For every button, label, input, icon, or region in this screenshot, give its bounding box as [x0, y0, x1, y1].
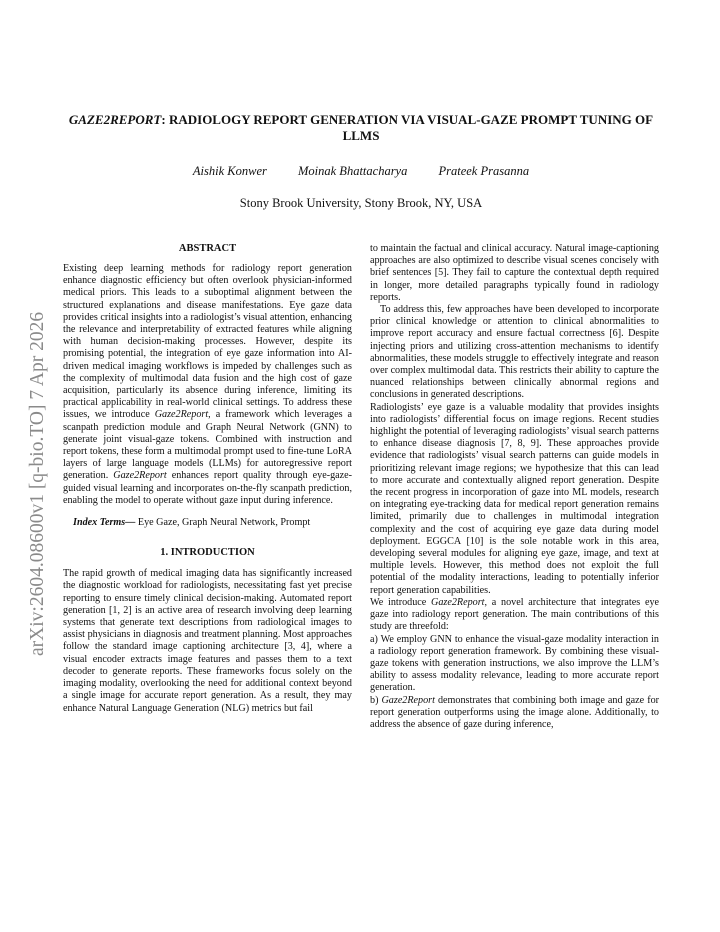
index-terms-text: Eye Gaze, Graph Neural Network, Prompt [135, 517, 311, 529]
abstract-heading: ABSTRACT [178, 243, 237, 254]
introduction-paragraph: Radiologists’ eye gaze is a valuable modality that provides insights into radiologists’ differential focus on image regions. Recent studies highlight the potential of leveraging radiologists’ visual search patterns to enhance disease diagnosis [7, 8, 9]. These approaches provide evidence that radiologists’ visual search patterns can guide models in prioritizing relevant image regions; we hypothesize that this can lead to more accurate and contextually aligned report generation. Despite the recent progress in incorporation of gaze into ML models, research on integrating eye-tracking data for medical report generation remains limited, primarily due to challenges in multimodal integration complexity and the cost of acquiring eye gaze data during model deployment. EGGCA [10] is the sole notable work in this area, developing several modules for aligning eye gaze, image, and text at multiple levels. However, this method does not exploit the full potential of the modality interactions, leading to potentially inferior report generation capabilities. [370, 401, 659, 596]
introduction-paragraph [370, 597, 659, 634]
introduction-heading: 1. INTRODUCTION [160, 547, 255, 559]
left-column [63, 243, 352, 715]
model-name: Gaze2Report [431, 596, 485, 608]
text-part: We introduce [370, 596, 432, 608]
text-part: , a novel architecture that integrates eye gaze into radiology report generation. The main contributions of this study are threefold: [370, 596, 659, 633]
contribution-item [370, 695, 659, 732]
author-name: Aishik Konwer [192, 164, 267, 178]
introduction-paragraph: To address this, few approaches have been developed to incorporate prior clinical knowledge or attention to clinical abnormalities to improve report accuracy and ensure factual correctness [6]. Despite injecting priors and utilizing cross-attention mechanisms to identify abnormalities, these models struggle to effectively integrate and reason over complex multimodal data. This restricts their ability to capture the nuanced relationships between clinically abnormal regions and conclusions in generated descriptions. [370, 304, 659, 401]
right-column [370, 243, 659, 731]
introduction-paragraph: The rapid growth of medical imaging data has significantly increased the diagnostic workload for radiologists, necessitating fast yet precise reporting to ensure timely clinical decision-making. Automated report generation [1, 2] is an active area of research involving deep learning systems that generate text descriptions from radiological images to assist physicians in diagnosis and treatment planning. Most approaches follow the standard image captioning architecture [3, 4], where a visual encoder extracts image features and passes them to a text decoder to generate reports. These frameworks focus solely on the imaging modality, overlooking the need for additional context beyond a single image for accurate report generation. As a result, they may enhance Natural Language Generation (NLG) metrics but fail [63, 568, 352, 714]
model-name: Gaze2Report [381, 694, 435, 706]
contribution-item: a) We employ GNN to enhance the visual-gaze modality interaction in a radiology report generation framework. By combining these visual-gaze tokens with generation instructions, we also improve the LLM’s ability to assess modality relevance, leading to more accurate report generation. [370, 633, 659, 694]
abstract-text-part: Existing deep learning methods for radiology report generation enhance diagnostic efficiency but often overlook physician-informed medical priors. This leads to a suboptimal alignment between the structured explanations and disease manifestations. Eye gaze data provides critical insights into a radiologist’s visual attention, enhancing the relevance and interpretability of extracted features while aligning with human decision-making processes. However, despite its promising potential, the integration of eye gaze information into AI-driven medical imaging workflows is impeded by challenges such as the complexity of multimodal data fusion and the high cost of gaze acquisition, particularly its absence during inference, limiting its practical applicability in real-world clinical settings. To address these issues, we introduce [63, 263, 352, 421]
text-part: demonstrates that combining both image and gaze for report generation outperforms using the image alone. Additionally, to address the absence of gaze during inference, [370, 694, 660, 730]
introduction-paragraph: to maintain the factual and clinical accuracy. Natural image-captioning approaches are also optimized to describe visual scenes concisely with brief sentences [5]. They fail to capture the contextual depth required in longer, more detailed paragraphs typically found in radiology reports. [370, 243, 659, 303]
affiliation: Stony Brook University, Stony Brook, NY, USA [239, 196, 483, 210]
arxiv-identifier-stamp [23, 246, 53, 656]
paper-title [64, 112, 658, 144]
author-list [64, 163, 658, 179]
abstract-text [63, 263, 352, 507]
abstract-text-part: , a framework which leverages a scanpath prediction module and Graph Neural Network (GNN) to generate joint visual-gaze tokens. Combined with instruction and report tokens, these form a multimodal prompt used to fine-tune LoRA layers of large language models (LLMs) for autoregressive report generation. [63, 409, 353, 482]
paper-title-rest: : RADIOLOGY REPORT GENERATION VIA VISUAL-GAZE PROMPT TUNING OF LLMS [161, 112, 654, 143]
model-name: Gaze2Report [113, 470, 167, 482]
index-terms-label: Index Terms— [73, 517, 136, 529]
paper-title-model-name: GAZE2REPORT [68, 112, 162, 127]
index-terms [63, 517, 352, 529]
author-name: Moinak Bhattacharya [298, 164, 408, 178]
arxiv-identifier-text: arXiv:2604.08600v1 [q-bio.TO] 7 Apr 2026 [27, 311, 48, 656]
model-name: Gaze2Report [154, 409, 209, 421]
abstract-text-part: enhances report quality through eye-gaze-guided visual learning and incorporates on-the-fly scanpath prediction, enabling the model to operate without gaze input during inference. [63, 470, 352, 506]
text-part: b) [370, 694, 382, 706]
author-name: Prateek Prasanna [438, 164, 530, 178]
